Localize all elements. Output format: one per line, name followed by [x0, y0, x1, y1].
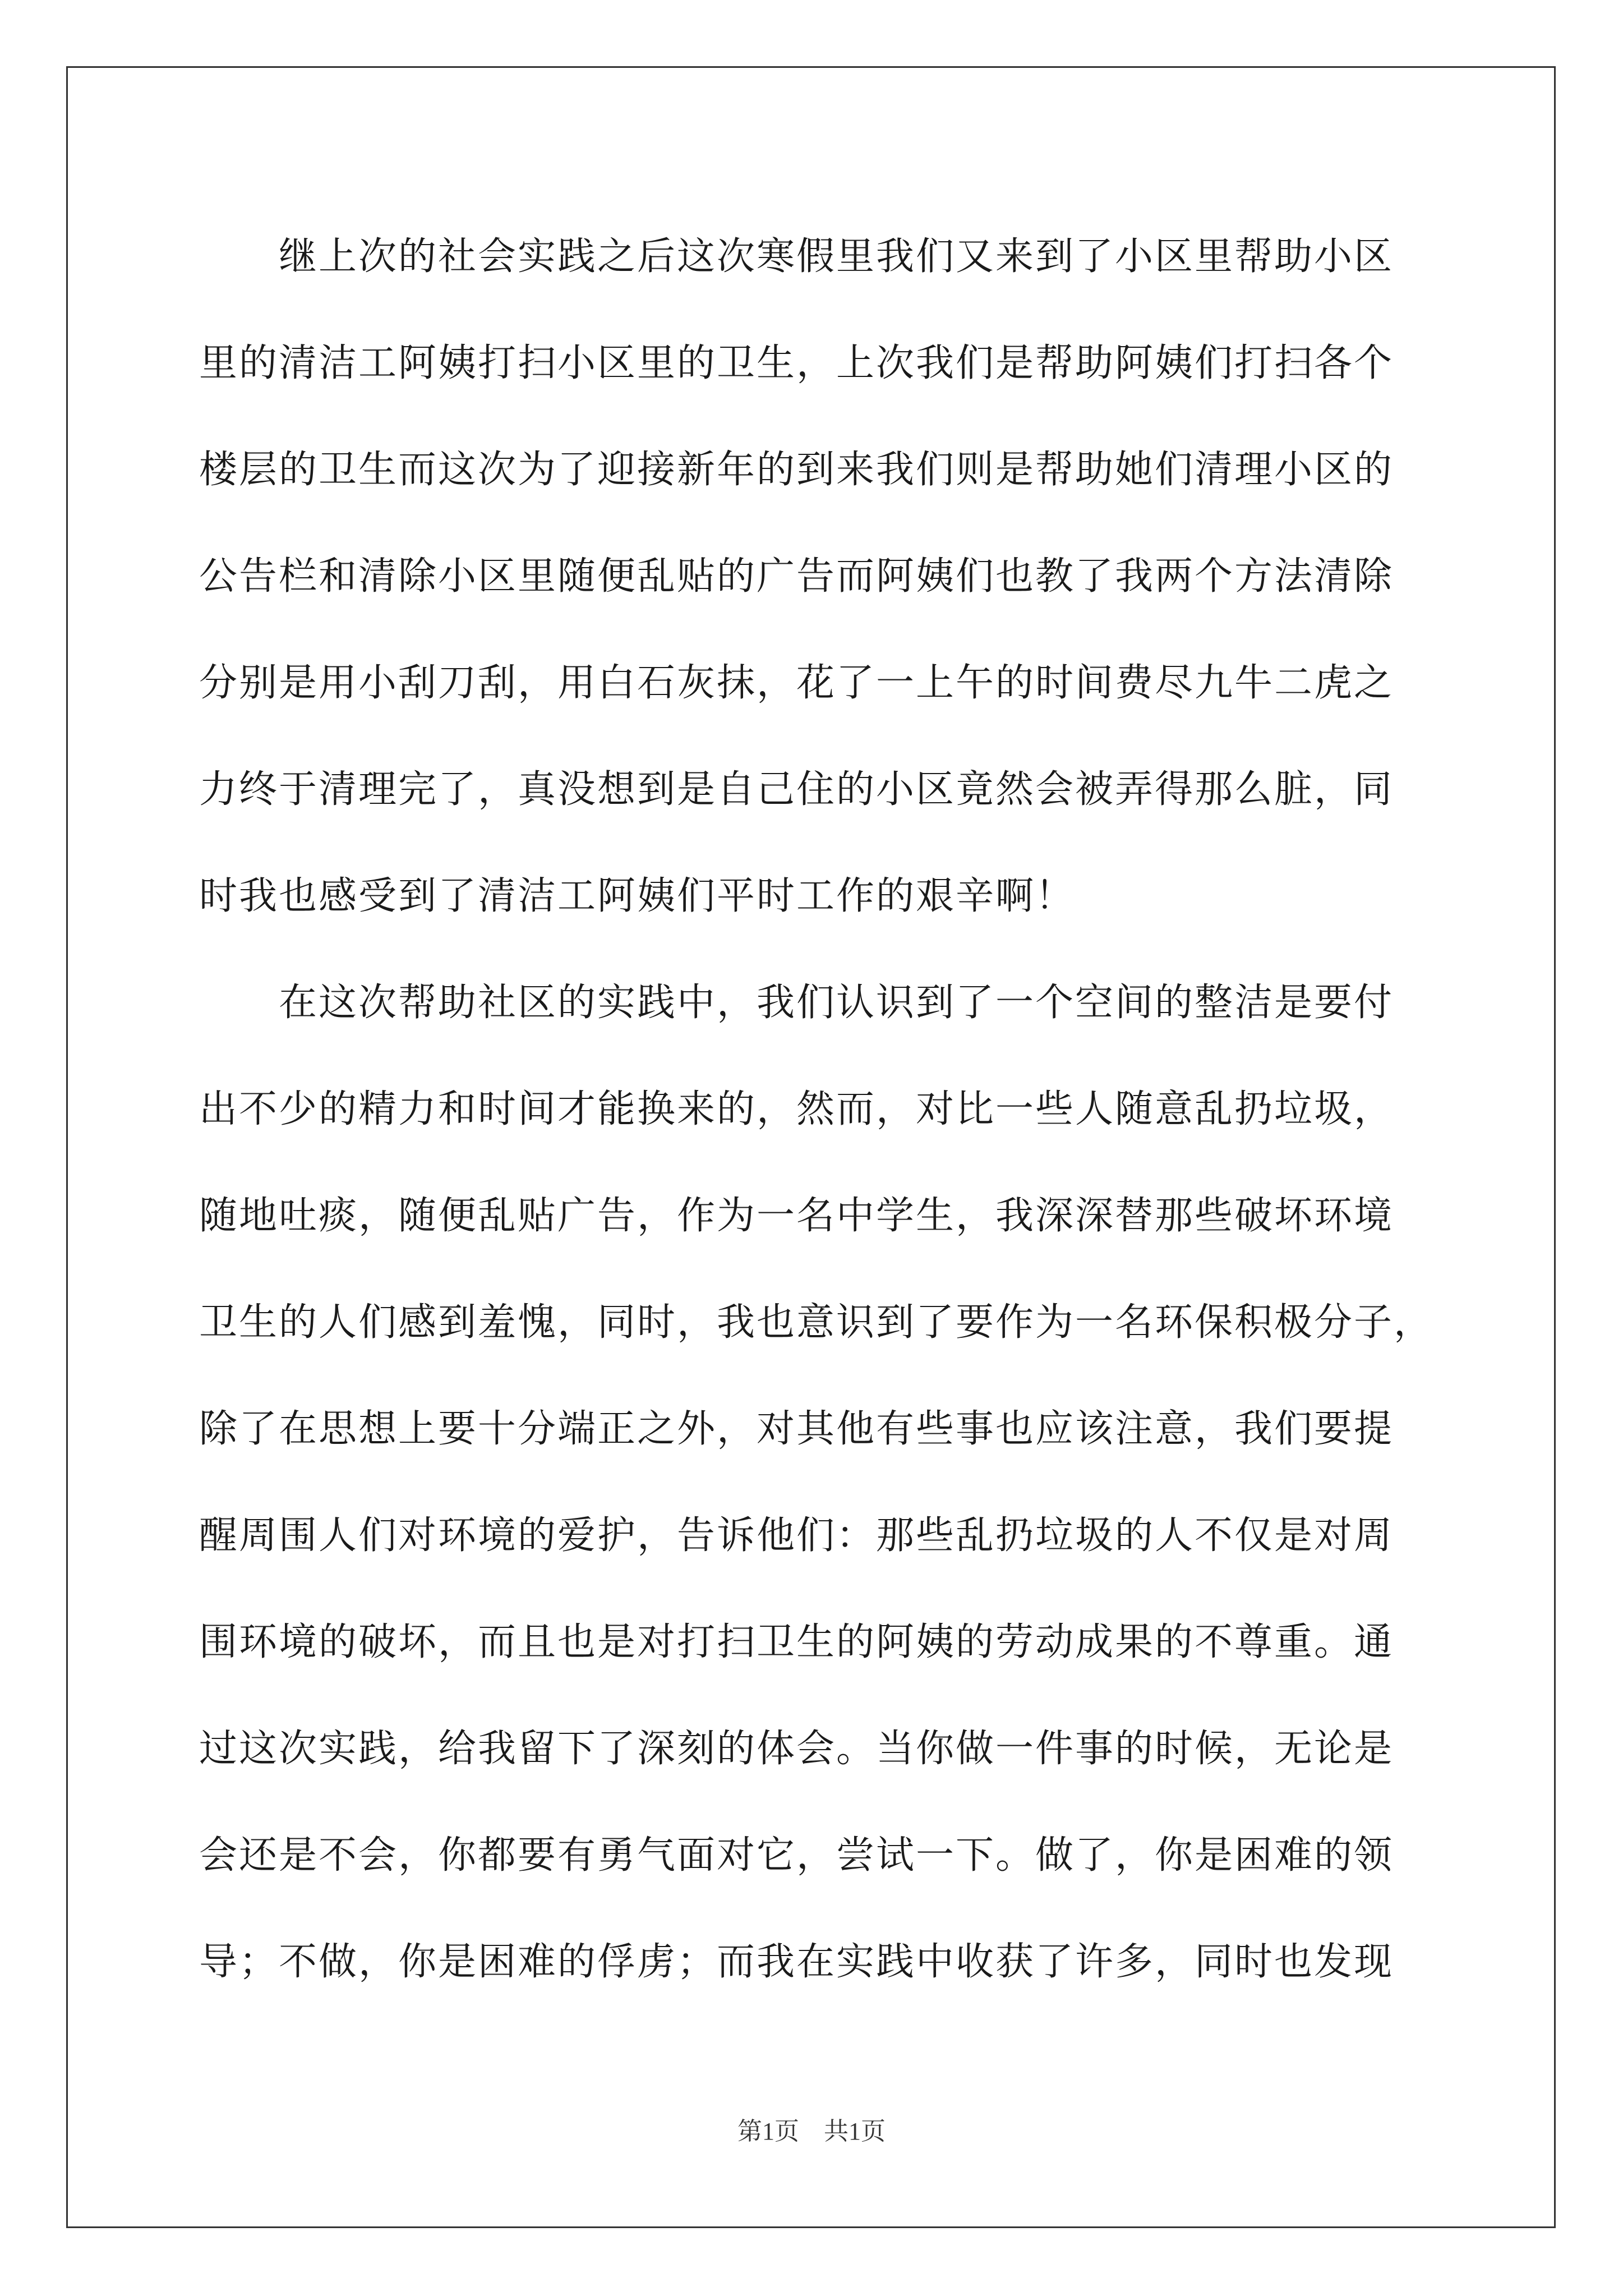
- paragraph-line: 楼层的卫生而这次为了迎接新年的到来我们则是帮助她们清理小区的: [199, 448, 1394, 492]
- paragraph-line: 出不少的精力和时间才能换来的，然而，对比一些人随意乱扔垃圾，: [199, 1087, 1394, 1131]
- paragraph-line: 醒周围人们对环境的爱护，告诉他们：那些乱扔垃圾的人不仅是对周: [199, 1513, 1394, 1558]
- paragraph-line: 过这次实践，给我留下了深刻的体会。当你做一件事的时候，无论是: [199, 1727, 1394, 1771]
- paragraph-line: 时我也感受到了清洁工阿姨们平时工作的艰辛啊！: [199, 874, 1076, 918]
- paragraph-line: 公告栏和清除小区里随便乱贴的广告而阿姨们也教了我两个方法清除: [199, 554, 1394, 599]
- paragraph-line: 里的清洁工阿姨打扫小区里的卫生，上次我们是帮助阿姨们打扫各个: [199, 341, 1394, 385]
- paragraph-line: 继上次的社会实践之后这次寒假里我们又来到了小区里帮助小区: [199, 234, 1394, 279]
- page-number-footer: 第1页 共1页: [737, 2118, 886, 2145]
- paragraph-line: 在这次帮助社区的实践中，我们认识到了一个空间的整洁是要付: [199, 981, 1394, 1025]
- paragraph-line: 导；不做，你是困难的俘虏；而我在实践中收获了许多，同时也发现: [199, 1940, 1394, 1984]
- paragraph-line: 随地吐痰，随便乱贴广告，作为一名中学生，我深深替那些破坏环境: [199, 1194, 1394, 1238]
- paragraph-line: 除了在思想上要十分端正之外，对其他有些事也应该注意，我们要提: [199, 1407, 1394, 1451]
- paragraph-line: 围环境的破坏，而且也是对打扫卫生的阿姨的劳动成果的不尊重。通: [199, 1620, 1394, 1664]
- paragraph-line: 会还是不会，你都要有勇气面对它，尝试一下。做了，你是困难的领: [199, 1833, 1394, 1878]
- paragraph-line: 力终于清理完了，真没想到是自己住的小区竟然会被弄得那么脏，同: [199, 767, 1394, 812]
- paragraph-line: 分别是用小刮刀刮，用白石灰抹，花了一上午的时间费尽九牛二虎之: [199, 661, 1394, 705]
- paragraph-line: 卫生的人们感到羞愧，同时，我也意识到了要作为一名环保积极分子，: [199, 1300, 1434, 1345]
- page-border: [66, 66, 1556, 2228]
